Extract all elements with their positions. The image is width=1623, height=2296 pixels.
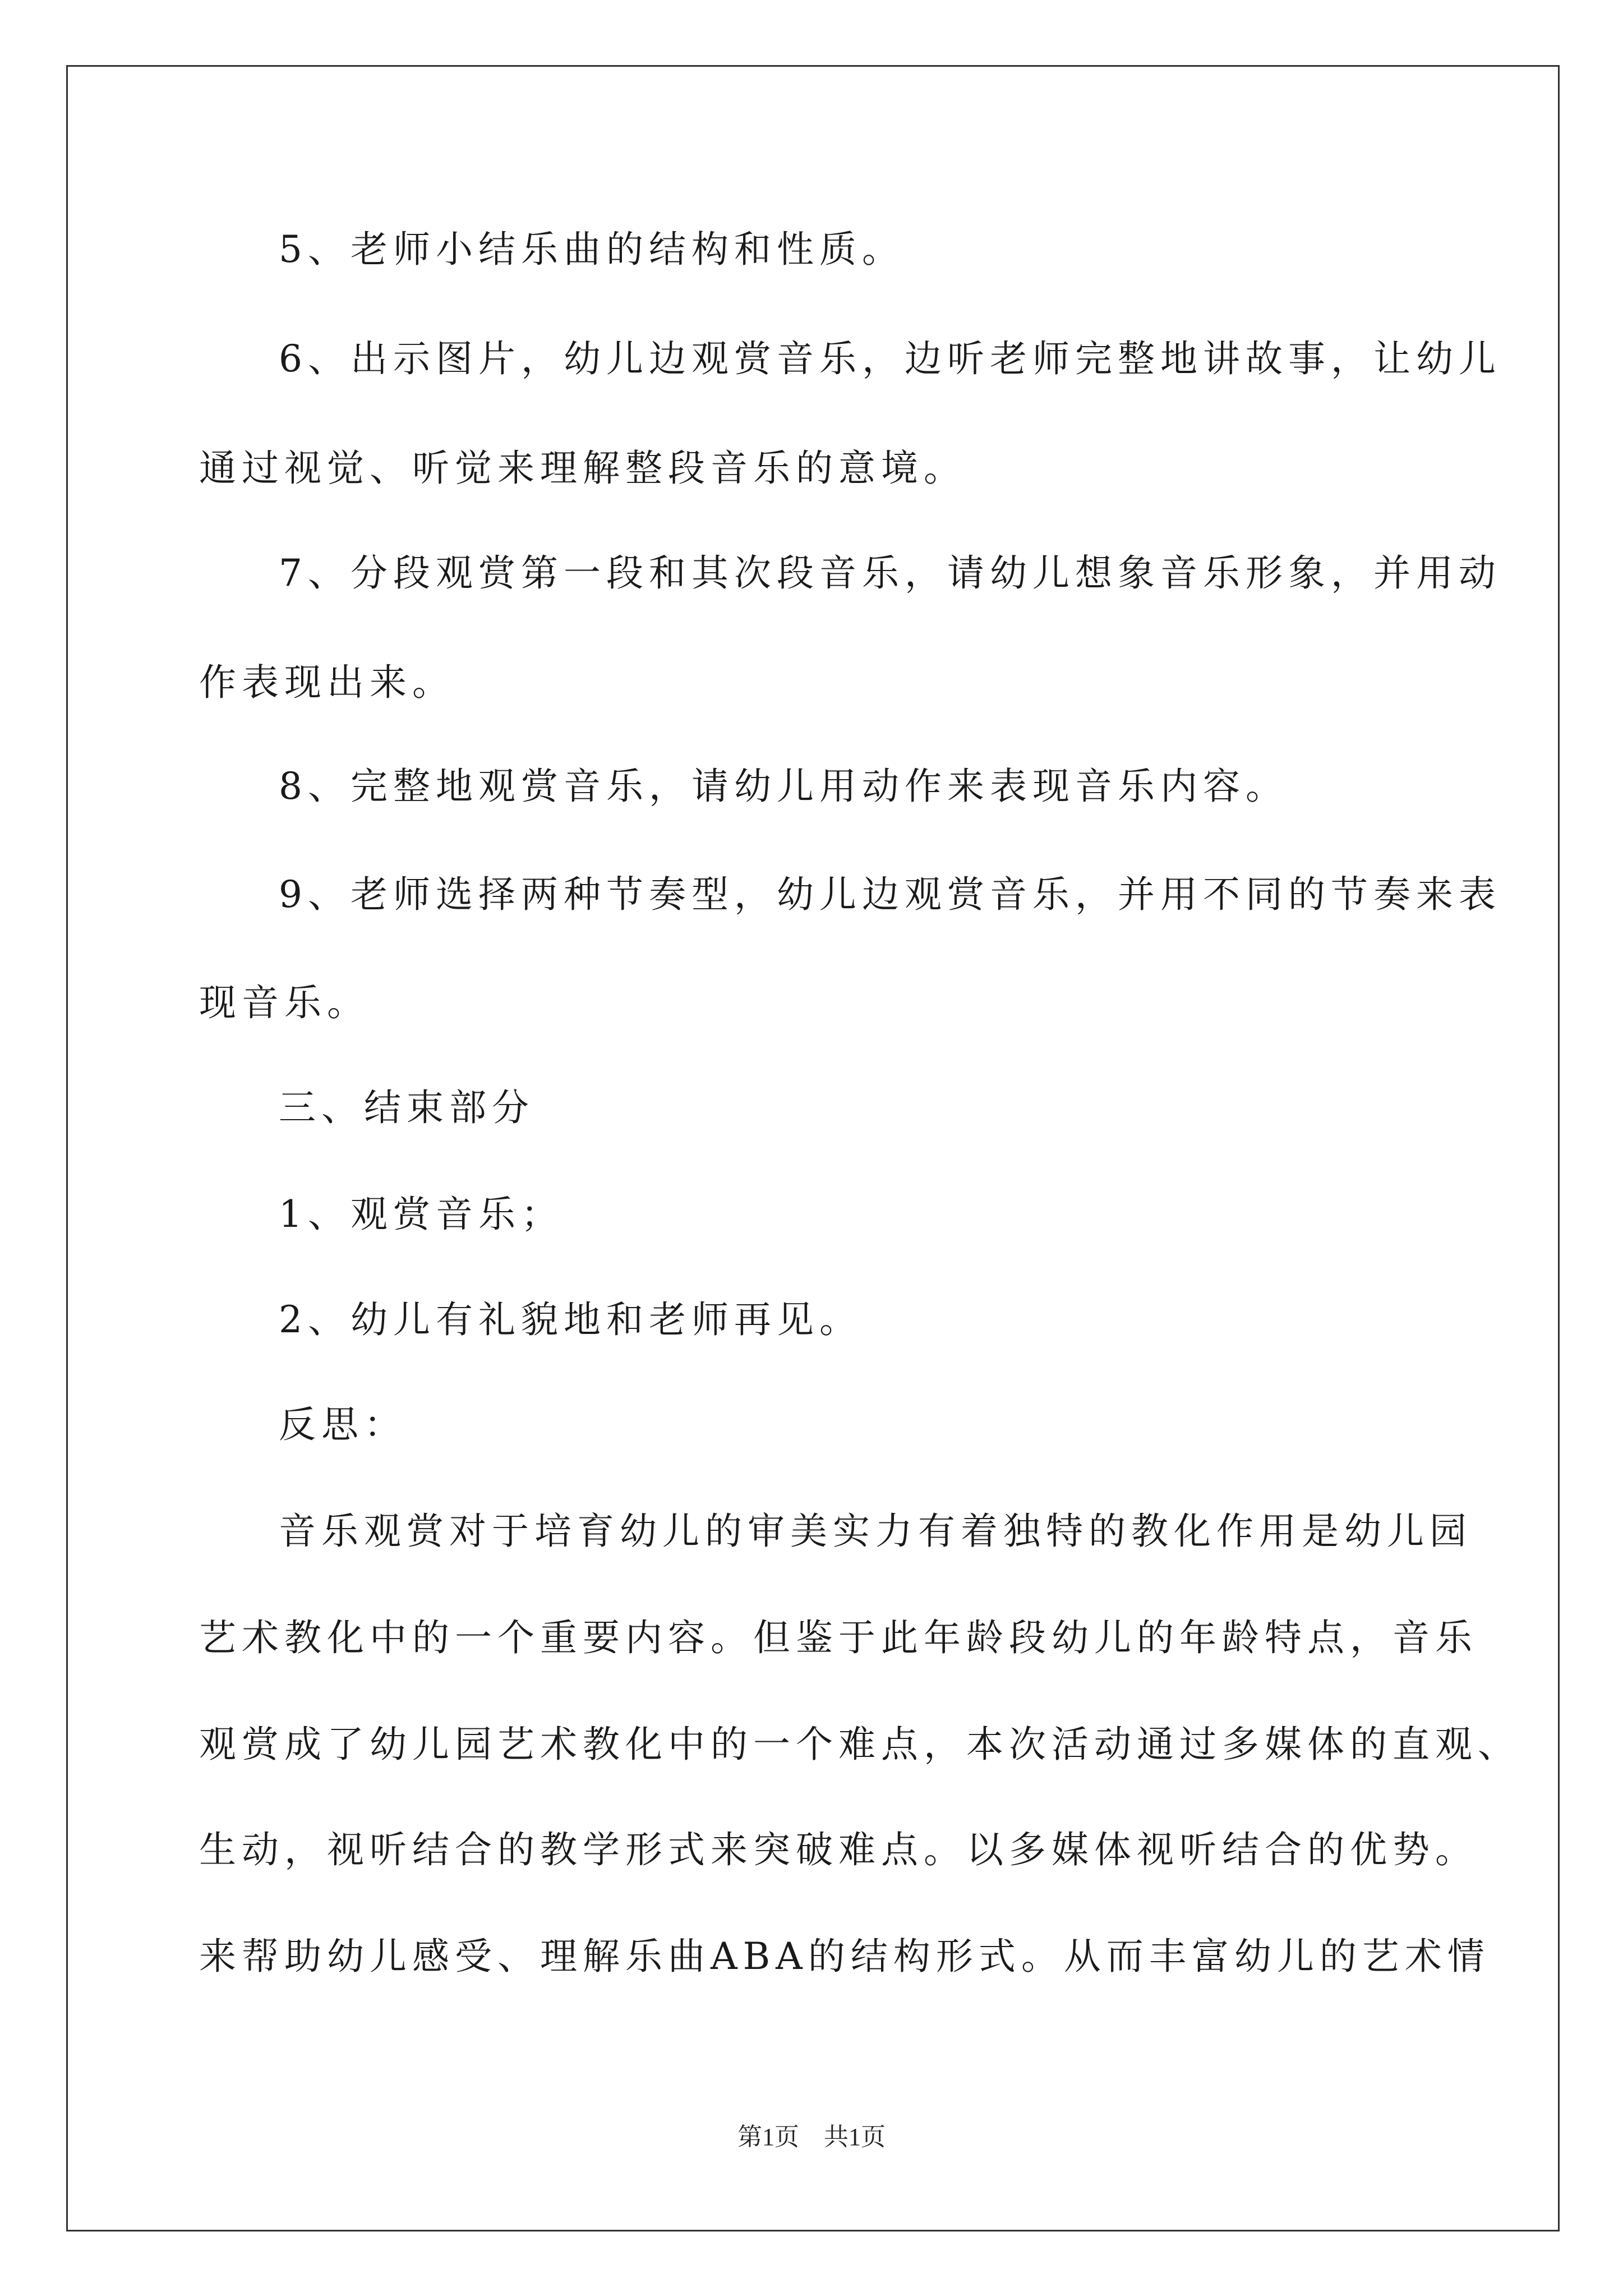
step-7-text-line-1: 7、分段观赏第一段和其次段音乐，请幼儿想象音乐形象，并用动	[279, 551, 1501, 595]
reflection-heading: 反思：	[279, 1403, 407, 1446]
reflection-paragraph-line-5: 来帮助幼儿感受、理解乐曲ABA的结构形式。从而丰富幼儿的艺术情	[199, 1935, 1490, 1978]
reflection-paragraph-line-4: 生动，视听结合的教学形式来突破难点。以多媒体视听结合的优势。	[199, 1828, 1478, 1871]
step-8-text: 8、完整地观赏音乐，请幼儿用动作来表现音乐内容。	[279, 765, 1288, 808]
step-5-text: 5、老师小结乐曲的结构和性质。	[279, 228, 905, 271]
step-7-text-line-2: 作表现出来。	[199, 661, 455, 704]
page-border	[66, 65, 1560, 2231]
step-9-text-line-1: 9、老师选择两种节奏型，幼儿边观赏音乐，并用不同的节奏来表	[279, 873, 1501, 916]
closing-step-1-text: 1、观赏音乐；	[279, 1193, 564, 1236]
step-9-text-line-2: 现音乐。	[199, 981, 370, 1024]
reflection-paragraph-line-3: 观赏成了幼儿园艺术教化中的一个难点，本次活动通过多媒体的直观、	[199, 1723, 1520, 1766]
reflection-paragraph-line-1: 音乐观赏对于培育幼儿的审美实力有着独特的教化作用是幼儿园	[279, 1510, 1472, 1553]
step-6-text-line-1: 6、出示图片，幼儿边观赏音乐，边听老师完整地讲故事，让幼儿	[279, 337, 1501, 380]
section-heading-closing: 三、结束部分	[279, 1086, 534, 1129]
step-6-text-line-2: 通过视觉、听觉来理解整段音乐的意境。	[199, 447, 966, 490]
page-number-footer: 第1页 共1页	[737, 2123, 886, 2151]
closing-step-2-text: 2、幼儿有礼貌地和老师再见。	[279, 1298, 862, 1341]
reflection-paragraph-line-2: 艺术教化中的一个重要内容。但鉴于此年龄段幼儿的年龄特点，音乐	[199, 1616, 1478, 1659]
